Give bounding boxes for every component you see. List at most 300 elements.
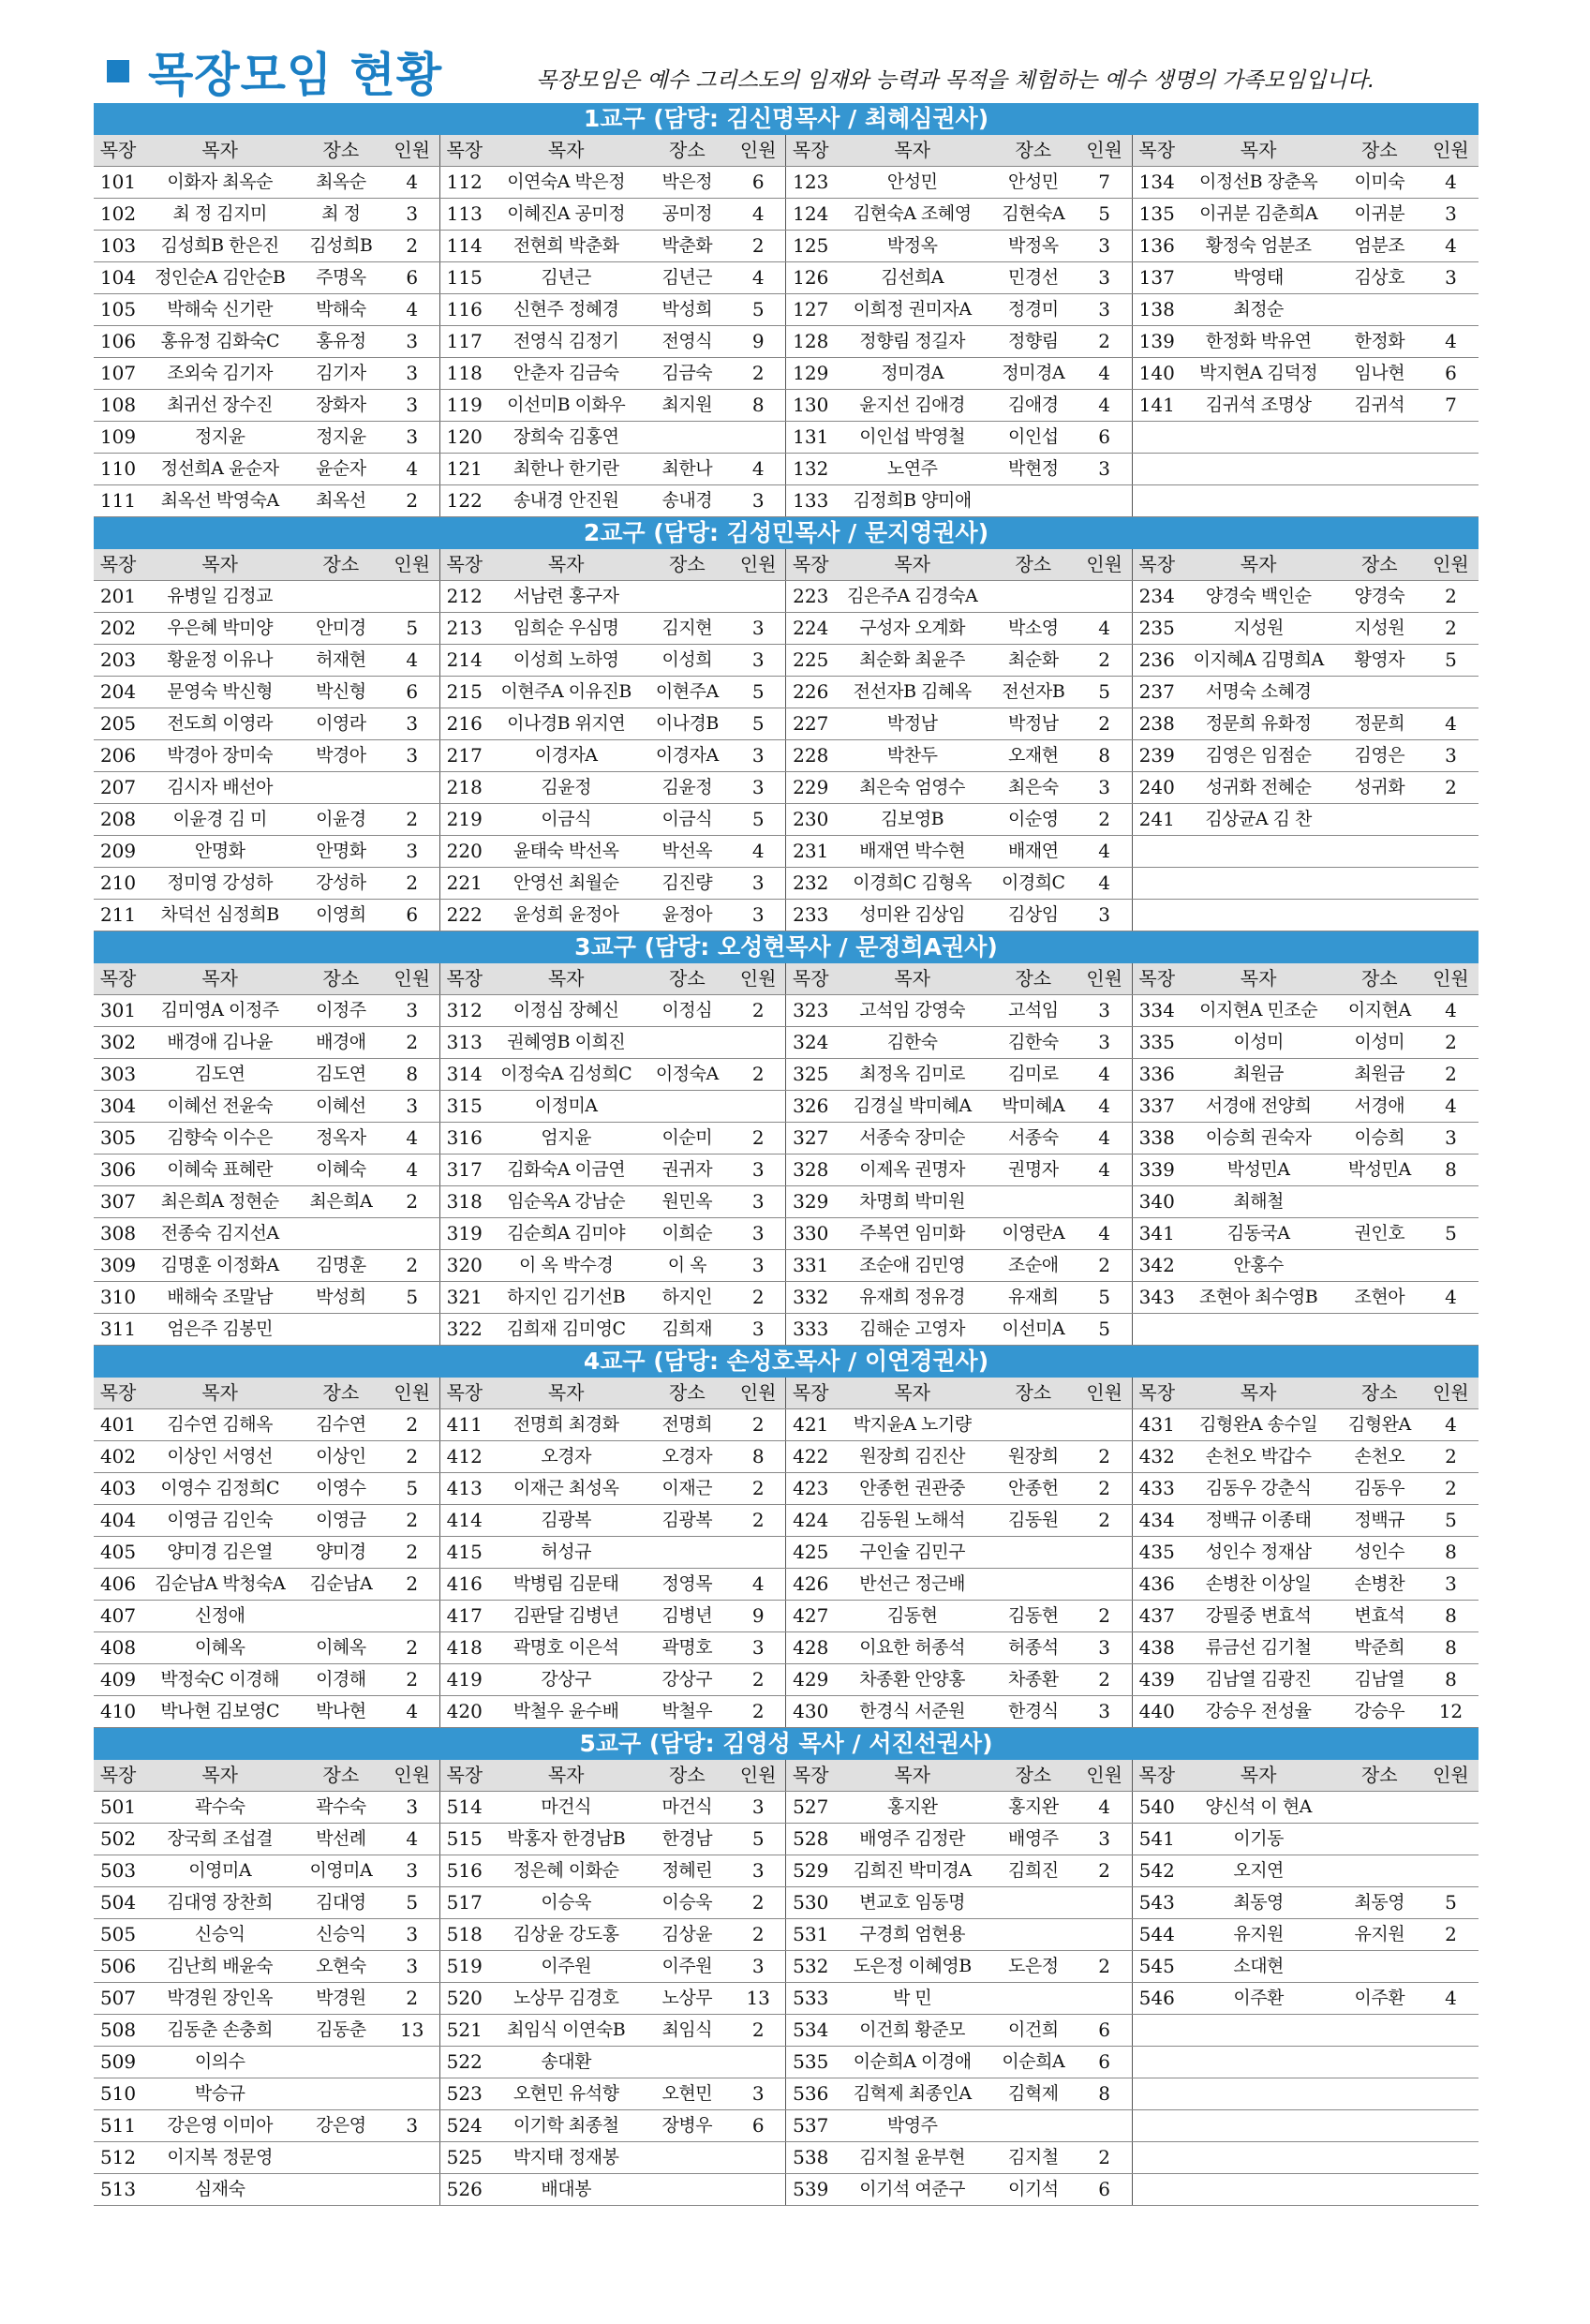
meeting-place: 이금식 [644, 804, 731, 836]
table-row [94, 1887, 1479, 1919]
group-number-header: 목장 [439, 1760, 488, 1792]
member-count: 5 [731, 804, 786, 836]
meeting-place: 박성민A [1336, 1155, 1423, 1186]
leader-header: 목자 [835, 963, 989, 995]
table-row [94, 1664, 1479, 1696]
group-number: 545 [1132, 1951, 1181, 1983]
place-header: 장소 [989, 135, 1077, 167]
group-number: 502 [94, 1824, 142, 1855]
member-count: 2 [384, 1537, 439, 1569]
group-number: 211 [94, 900, 142, 931]
member-count: 2 [731, 2015, 786, 2047]
leader-names: 김동원 노해석 [835, 1505, 989, 1537]
meeting-place: 김기자 [297, 358, 384, 390]
meeting-place: 권귀자 [644, 1155, 731, 1186]
group-number [1132, 2078, 1181, 2110]
meeting-place: 오현숙 [297, 1951, 384, 1983]
leader-header: 목자 [1181, 1378, 1336, 1409]
member-count: 6 [1423, 358, 1479, 390]
meeting-place: 윤순자 [297, 454, 384, 485]
leader-names: 김순남A 박청숙A [142, 1569, 297, 1601]
district-table [94, 1760, 1479, 2206]
leader-names: 황윤정 이유나 [142, 645, 297, 677]
leader-names: 김남열 김광진 [1181, 1664, 1336, 1696]
member-count: 4 [1077, 836, 1132, 868]
group-number: 421 [786, 1409, 835, 1441]
group-number [1132, 454, 1181, 485]
leader-names: 김윤정 [489, 772, 644, 804]
district-section [94, 931, 1479, 1346]
leader-names: 이영수 김정희C [142, 1473, 297, 1505]
member-count: 3 [1077, 294, 1132, 326]
table-row [94, 581, 1479, 613]
group-number: 312 [439, 995, 488, 1027]
member-count [1077, 1537, 1132, 1569]
member-count: 3 [1423, 740, 1479, 772]
leader-names: 손천오 박갑수 [1181, 1441, 1336, 1473]
group-number: 140 [1132, 358, 1181, 390]
member-count: 2 [1077, 1601, 1132, 1632]
meeting-place: 양미경 [297, 1537, 384, 1569]
meeting-place [297, 2174, 384, 2206]
member-count: 6 [384, 262, 439, 294]
group-number: 319 [439, 1218, 488, 1250]
meeting-place: 박춘화 [644, 231, 731, 262]
leader-names: 안홍수 [1181, 1250, 1336, 1282]
meeting-place [989, 581, 1077, 613]
member-count: 3 [1077, 1824, 1132, 1855]
meeting-place: 송내경 [644, 485, 731, 517]
meeting-place [644, 422, 731, 454]
member-count: 2 [1077, 804, 1132, 836]
leader-names: 김상윤 강도홍 [489, 1919, 644, 1951]
group-number: 405 [94, 1537, 142, 1569]
member-count: 2 [731, 995, 786, 1027]
member-count [1423, 1186, 1479, 1218]
place-header: 장소 [644, 963, 731, 995]
member-count: 8 [1077, 2078, 1132, 2110]
group-number: 139 [1132, 326, 1181, 358]
group-number: 138 [1132, 294, 1181, 326]
leader-names: 김시자 배선아 [142, 772, 297, 804]
table-row [94, 995, 1479, 1027]
meeting-place [297, 772, 384, 804]
leader-names: 신정애 [142, 1601, 297, 1632]
leader-names: 박철우 윤수배 [489, 1696, 644, 1728]
leader-names: 서종숙 장미순 [835, 1123, 989, 1155]
meeting-place: 이성미 [1336, 1027, 1423, 1059]
leader-header: 목자 [142, 963, 297, 995]
meeting-place: 김동춘 [297, 2015, 384, 2047]
leader-names: 강필중 변효석 [1181, 1601, 1336, 1632]
member-count [1423, 1792, 1479, 1824]
member-count [384, 1218, 439, 1250]
group-number: 433 [1132, 1473, 1181, 1505]
member-count: 2 [731, 1059, 786, 1091]
group-number: 514 [439, 1792, 488, 1824]
member-count: 3 [731, 1186, 786, 1218]
meeting-place: 김순남A [297, 1569, 384, 1601]
leader-names: 오경자 [489, 1441, 644, 1473]
leader-header: 목자 [142, 549, 297, 581]
group-number: 129 [786, 358, 835, 390]
group-number: 432 [1132, 1441, 1181, 1473]
leader-names: 정은혜 이화순 [489, 1855, 644, 1887]
place-header: 장소 [989, 1378, 1077, 1409]
member-count: 2 [384, 1186, 439, 1218]
meeting-place [644, 1091, 731, 1123]
leader-names: 반선근 정근배 [835, 1569, 989, 1601]
table-row [94, 868, 1479, 900]
member-count: 4 [1077, 1091, 1132, 1123]
group-number: 238 [1132, 708, 1181, 740]
member-count [1077, 485, 1132, 517]
meeting-place: 최옥순 [297, 167, 384, 199]
meeting-place: 이순희A [989, 2047, 1077, 2078]
member-count: 2 [1077, 708, 1132, 740]
meeting-place: 이영란A [989, 1218, 1077, 1250]
meeting-place: 김한숙 [989, 1027, 1077, 1059]
leader-names: 이혜옥 [142, 1632, 297, 1664]
group-number: 520 [439, 1983, 488, 2015]
leader-names: 안영선 최월순 [489, 868, 644, 900]
leader-names: 박정남 [835, 708, 989, 740]
leader-names: 이기석 여준구 [835, 2174, 989, 2206]
meeting-place [1336, 1951, 1423, 1983]
meeting-place: 양경숙 [1336, 581, 1423, 613]
meeting-place: 최은희A [297, 1186, 384, 1218]
member-count: 2 [1077, 1441, 1132, 1473]
leader-names: 이귀분 김춘희A [1181, 199, 1336, 231]
meeting-place: 차종환 [989, 1664, 1077, 1696]
leader-names: 김희재 김미영C [489, 1314, 644, 1346]
meeting-place: 최은숙 [989, 772, 1077, 804]
member-count: 6 [1077, 2174, 1132, 2206]
group-number: 215 [439, 677, 488, 708]
group-number: 527 [786, 1792, 835, 1824]
group-number-header: 목장 [94, 549, 142, 581]
leader-names: 박경아 장미숙 [142, 740, 297, 772]
leader-names: 이나경B 위지연 [489, 708, 644, 740]
table-row [94, 1473, 1479, 1505]
member-count: 3 [384, 422, 439, 454]
member-count: 3 [384, 740, 439, 772]
meeting-place: 이순미 [644, 1123, 731, 1155]
leader-header: 목자 [142, 135, 297, 167]
table-row [94, 2078, 1479, 2110]
leader-names: 유재희 정유경 [835, 1282, 989, 1314]
meeting-place: 박선옥 [644, 836, 731, 868]
meeting-place: 박미혜A [989, 1091, 1077, 1123]
group-number: 307 [94, 1186, 142, 1218]
table-header-row [94, 1378, 1479, 1409]
count-header: 인원 [1077, 1378, 1132, 1409]
member-count [731, 1091, 786, 1123]
member-count: 2 [1423, 1059, 1479, 1091]
leader-names: 김한숙 [835, 1027, 989, 1059]
meeting-place [1336, 2174, 1423, 2206]
meeting-place: 안명화 [297, 836, 384, 868]
group-number: 414 [439, 1505, 488, 1537]
leader-names: 전도희 이영라 [142, 708, 297, 740]
leader-names: 신현주 정혜경 [489, 294, 644, 326]
group-number: 112 [439, 167, 488, 199]
leader-names: 이순희A 이경애 [835, 2047, 989, 2078]
group-number: 517 [439, 1887, 488, 1919]
member-count: 3 [731, 1855, 786, 1887]
table-row [94, 485, 1479, 517]
meeting-place: 박나현 [297, 1696, 384, 1728]
meeting-place: 이영금 [297, 1505, 384, 1537]
leader-names: 박영태 [1181, 262, 1336, 294]
meeting-place: 윤정아 [644, 900, 731, 931]
group-number: 518 [439, 1919, 488, 1951]
leader-names: 강은영 이미아 [142, 2110, 297, 2142]
count-header: 인원 [731, 135, 786, 167]
leader-names: 오현민 유석향 [489, 2078, 644, 2110]
member-count: 4 [384, 167, 439, 199]
table-row [94, 1282, 1479, 1314]
leader-names: 이주환 [1181, 1983, 1336, 2015]
group-number-header: 목장 [786, 549, 835, 581]
group-number: 342 [1132, 1250, 1181, 1282]
group-number: 532 [786, 1951, 835, 1983]
leader-names: 이선미B 이화우 [489, 390, 644, 422]
leader-names: 노연주 [835, 454, 989, 485]
group-number: 204 [94, 677, 142, 708]
member-count: 5 [731, 1824, 786, 1855]
group-number: 218 [439, 772, 488, 804]
place-header: 장소 [297, 1378, 384, 1409]
group-number: 226 [786, 677, 835, 708]
leader-names: 안종헌 권관중 [835, 1473, 989, 1505]
meeting-place: 한경남 [644, 1824, 731, 1855]
group-number-header: 목장 [1132, 1760, 1181, 1792]
member-count: 5 [1423, 1218, 1479, 1250]
group-number: 334 [1132, 995, 1181, 1027]
meeting-place [1336, 1250, 1423, 1282]
leader-header: 목자 [489, 1760, 644, 1792]
meeting-place: 박해숙 [297, 294, 384, 326]
leader-names: 윤지선 김애경 [835, 390, 989, 422]
group-number-header: 목장 [1132, 963, 1181, 995]
meeting-place: 이현주A [644, 677, 731, 708]
group-number: 302 [94, 1027, 142, 1059]
meeting-place: 이정숙A [644, 1059, 731, 1091]
member-count: 3 [1077, 1027, 1132, 1059]
member-count [1423, 485, 1479, 517]
meeting-place: 최한나 [644, 454, 731, 485]
meeting-place [1336, 1186, 1423, 1218]
member-count: 2 [384, 1983, 439, 2015]
meeting-place [1336, 1792, 1423, 1824]
leader-names: 한경식 서준원 [835, 1696, 989, 1728]
meeting-place: 성인수 [1336, 1537, 1423, 1569]
meeting-place: 김현숙A [989, 199, 1077, 231]
meeting-place: 김귀석 [1336, 390, 1423, 422]
leader-names: 김동현 [835, 1601, 989, 1632]
group-number: 333 [786, 1314, 835, 1346]
meeting-place: 김상윤 [644, 1919, 731, 1951]
district-section [94, 517, 1479, 931]
group-number: 330 [786, 1218, 835, 1250]
group-number: 528 [786, 1824, 835, 1855]
leader-names: 이금식 [489, 804, 644, 836]
group-number: 407 [94, 1601, 142, 1632]
group-number-header: 목장 [94, 1760, 142, 1792]
leader-names: 박나현 김보영C [142, 1696, 297, 1728]
member-count: 3 [731, 1314, 786, 1346]
group-number: 241 [1132, 804, 1181, 836]
meeting-place: 이주원 [644, 1951, 731, 1983]
meeting-place [989, 1569, 1077, 1601]
leader-names: 박지태 정재봉 [489, 2142, 644, 2174]
member-count: 2 [384, 1632, 439, 1664]
leader-names: 배영주 김정란 [835, 1824, 989, 1855]
member-count: 3 [384, 1951, 439, 1983]
leader-names: 최순화 최윤주 [835, 645, 989, 677]
meeting-place [989, 1409, 1077, 1441]
leader-names [1181, 2015, 1336, 2047]
member-count: 4 [1077, 358, 1132, 390]
leader-names: 하지인 김기선B [489, 1282, 644, 1314]
leader-header: 목자 [1181, 549, 1336, 581]
meeting-place: 이승희 [1336, 1123, 1423, 1155]
meeting-place: 지성원 [1336, 613, 1423, 645]
count-header: 인원 [1077, 1760, 1132, 1792]
member-count: 5 [1077, 199, 1132, 231]
meeting-place: 허재현 [297, 645, 384, 677]
meeting-place: 정미경A [989, 358, 1077, 390]
leader-names: 허성규 [489, 1537, 644, 1569]
member-count [1077, 2110, 1132, 2142]
count-header: 인원 [1423, 963, 1479, 995]
table-row [94, 1792, 1479, 1824]
leader-names: 황정숙 엄분조 [1181, 231, 1336, 262]
group-number: 537 [786, 2110, 835, 2142]
member-count: 2 [1077, 1951, 1132, 1983]
meeting-place: 김성희B [297, 231, 384, 262]
leader-names: 박찬두 [835, 740, 989, 772]
meeting-place: 강은영 [297, 2110, 384, 2142]
leader-names: 박영주 [835, 2110, 989, 2142]
leader-names: 김희진 박미경A [835, 1855, 989, 1887]
leader-names: 이경자A [489, 740, 644, 772]
member-count [1077, 1983, 1132, 2015]
page [94, 47, 1479, 2206]
group-number-header: 목장 [786, 1378, 835, 1409]
group-number: 314 [439, 1059, 488, 1091]
leader-names: 이지혜A 김명희A [1181, 645, 1336, 677]
member-count: 2 [731, 358, 786, 390]
member-count: 2 [731, 1887, 786, 1919]
leader-names: 김난희 배윤숙 [142, 1951, 297, 1983]
member-count: 5 [1423, 1505, 1479, 1537]
member-count [384, 2142, 439, 2174]
member-count: 4 [1077, 1218, 1132, 1250]
leader-header: 목자 [489, 1378, 644, 1409]
group-number: 126 [786, 262, 835, 294]
group-number: 133 [786, 485, 835, 517]
leader-names: 김수연 김해옥 [142, 1409, 297, 1441]
meeting-place: 주명옥 [297, 262, 384, 294]
member-count [1423, 2142, 1479, 2174]
leader-names: 이혜숙 표혜란 [142, 1155, 297, 1186]
meeting-place: 정경미 [989, 294, 1077, 326]
member-count: 4 [1423, 326, 1479, 358]
place-header: 장소 [1336, 1760, 1423, 1792]
member-count: 3 [384, 2110, 439, 2142]
group-number: 137 [1132, 262, 1181, 294]
member-count [731, 2047, 786, 2078]
member-count: 2 [384, 804, 439, 836]
leader-header: 목자 [489, 963, 644, 995]
leader-names: 오지연 [1181, 1855, 1336, 1887]
leader-names: 박정숙C 이경해 [142, 1664, 297, 1696]
meeting-place [644, 2174, 731, 2206]
group-number-header: 목장 [786, 135, 835, 167]
group-number: 110 [94, 454, 142, 485]
group-number: 203 [94, 645, 142, 677]
meeting-place: 박정옥 [989, 231, 1077, 262]
leader-names: 안명화 [142, 836, 297, 868]
meeting-place [644, 2142, 731, 2174]
group-number: 103 [94, 231, 142, 262]
place-header: 장소 [1336, 549, 1423, 581]
member-count [1423, 677, 1479, 708]
leader-names: 이성미 [1181, 1027, 1336, 1059]
member-count: 4 [1423, 995, 1479, 1027]
meeting-place [1336, 2078, 1423, 2110]
group-number: 409 [94, 1664, 142, 1696]
member-count [1423, 422, 1479, 454]
group-number: 526 [439, 2174, 488, 2206]
group-number: 222 [439, 900, 488, 931]
member-count: 3 [1077, 995, 1132, 1027]
leader-header: 목자 [1181, 135, 1336, 167]
table-row [94, 1569, 1479, 1601]
member-count: 2 [1077, 1664, 1132, 1696]
group-number: 121 [439, 454, 488, 485]
place-header: 장소 [297, 135, 384, 167]
group-number [1132, 900, 1181, 931]
meeting-place: 원민옥 [644, 1186, 731, 1218]
member-count: 9 [731, 326, 786, 358]
member-count [1077, 1919, 1132, 1951]
leader-names: 정인순A 김안순B [142, 262, 297, 294]
leader-names [1181, 836, 1336, 868]
group-number: 327 [786, 1123, 835, 1155]
leader-names: 서명숙 소혜경 [1181, 677, 1336, 708]
leader-names: 이영금 김인숙 [142, 1505, 297, 1537]
member-count: 8 [731, 1441, 786, 1473]
member-count: 2 [1077, 1473, 1132, 1505]
table-row [94, 1027, 1479, 1059]
member-count: 3 [1077, 1632, 1132, 1664]
meeting-place [989, 1186, 1077, 1218]
group-number: 408 [94, 1632, 142, 1664]
group-number: 102 [94, 199, 142, 231]
group-number: 338 [1132, 1123, 1181, 1155]
page-subtitle: 목장모임은 예수 그리스도의 임재와 능력과 목적을 체험하는 예수 생명의 가족모임입니다. [536, 68, 1375, 93]
member-count: 5 [1077, 1282, 1132, 1314]
member-count: 3 [731, 2078, 786, 2110]
group-number: 106 [94, 326, 142, 358]
table-header-row [94, 135, 1479, 167]
leader-header: 목자 [835, 135, 989, 167]
group-number [1132, 2110, 1181, 2142]
member-count: 2 [1423, 772, 1479, 804]
